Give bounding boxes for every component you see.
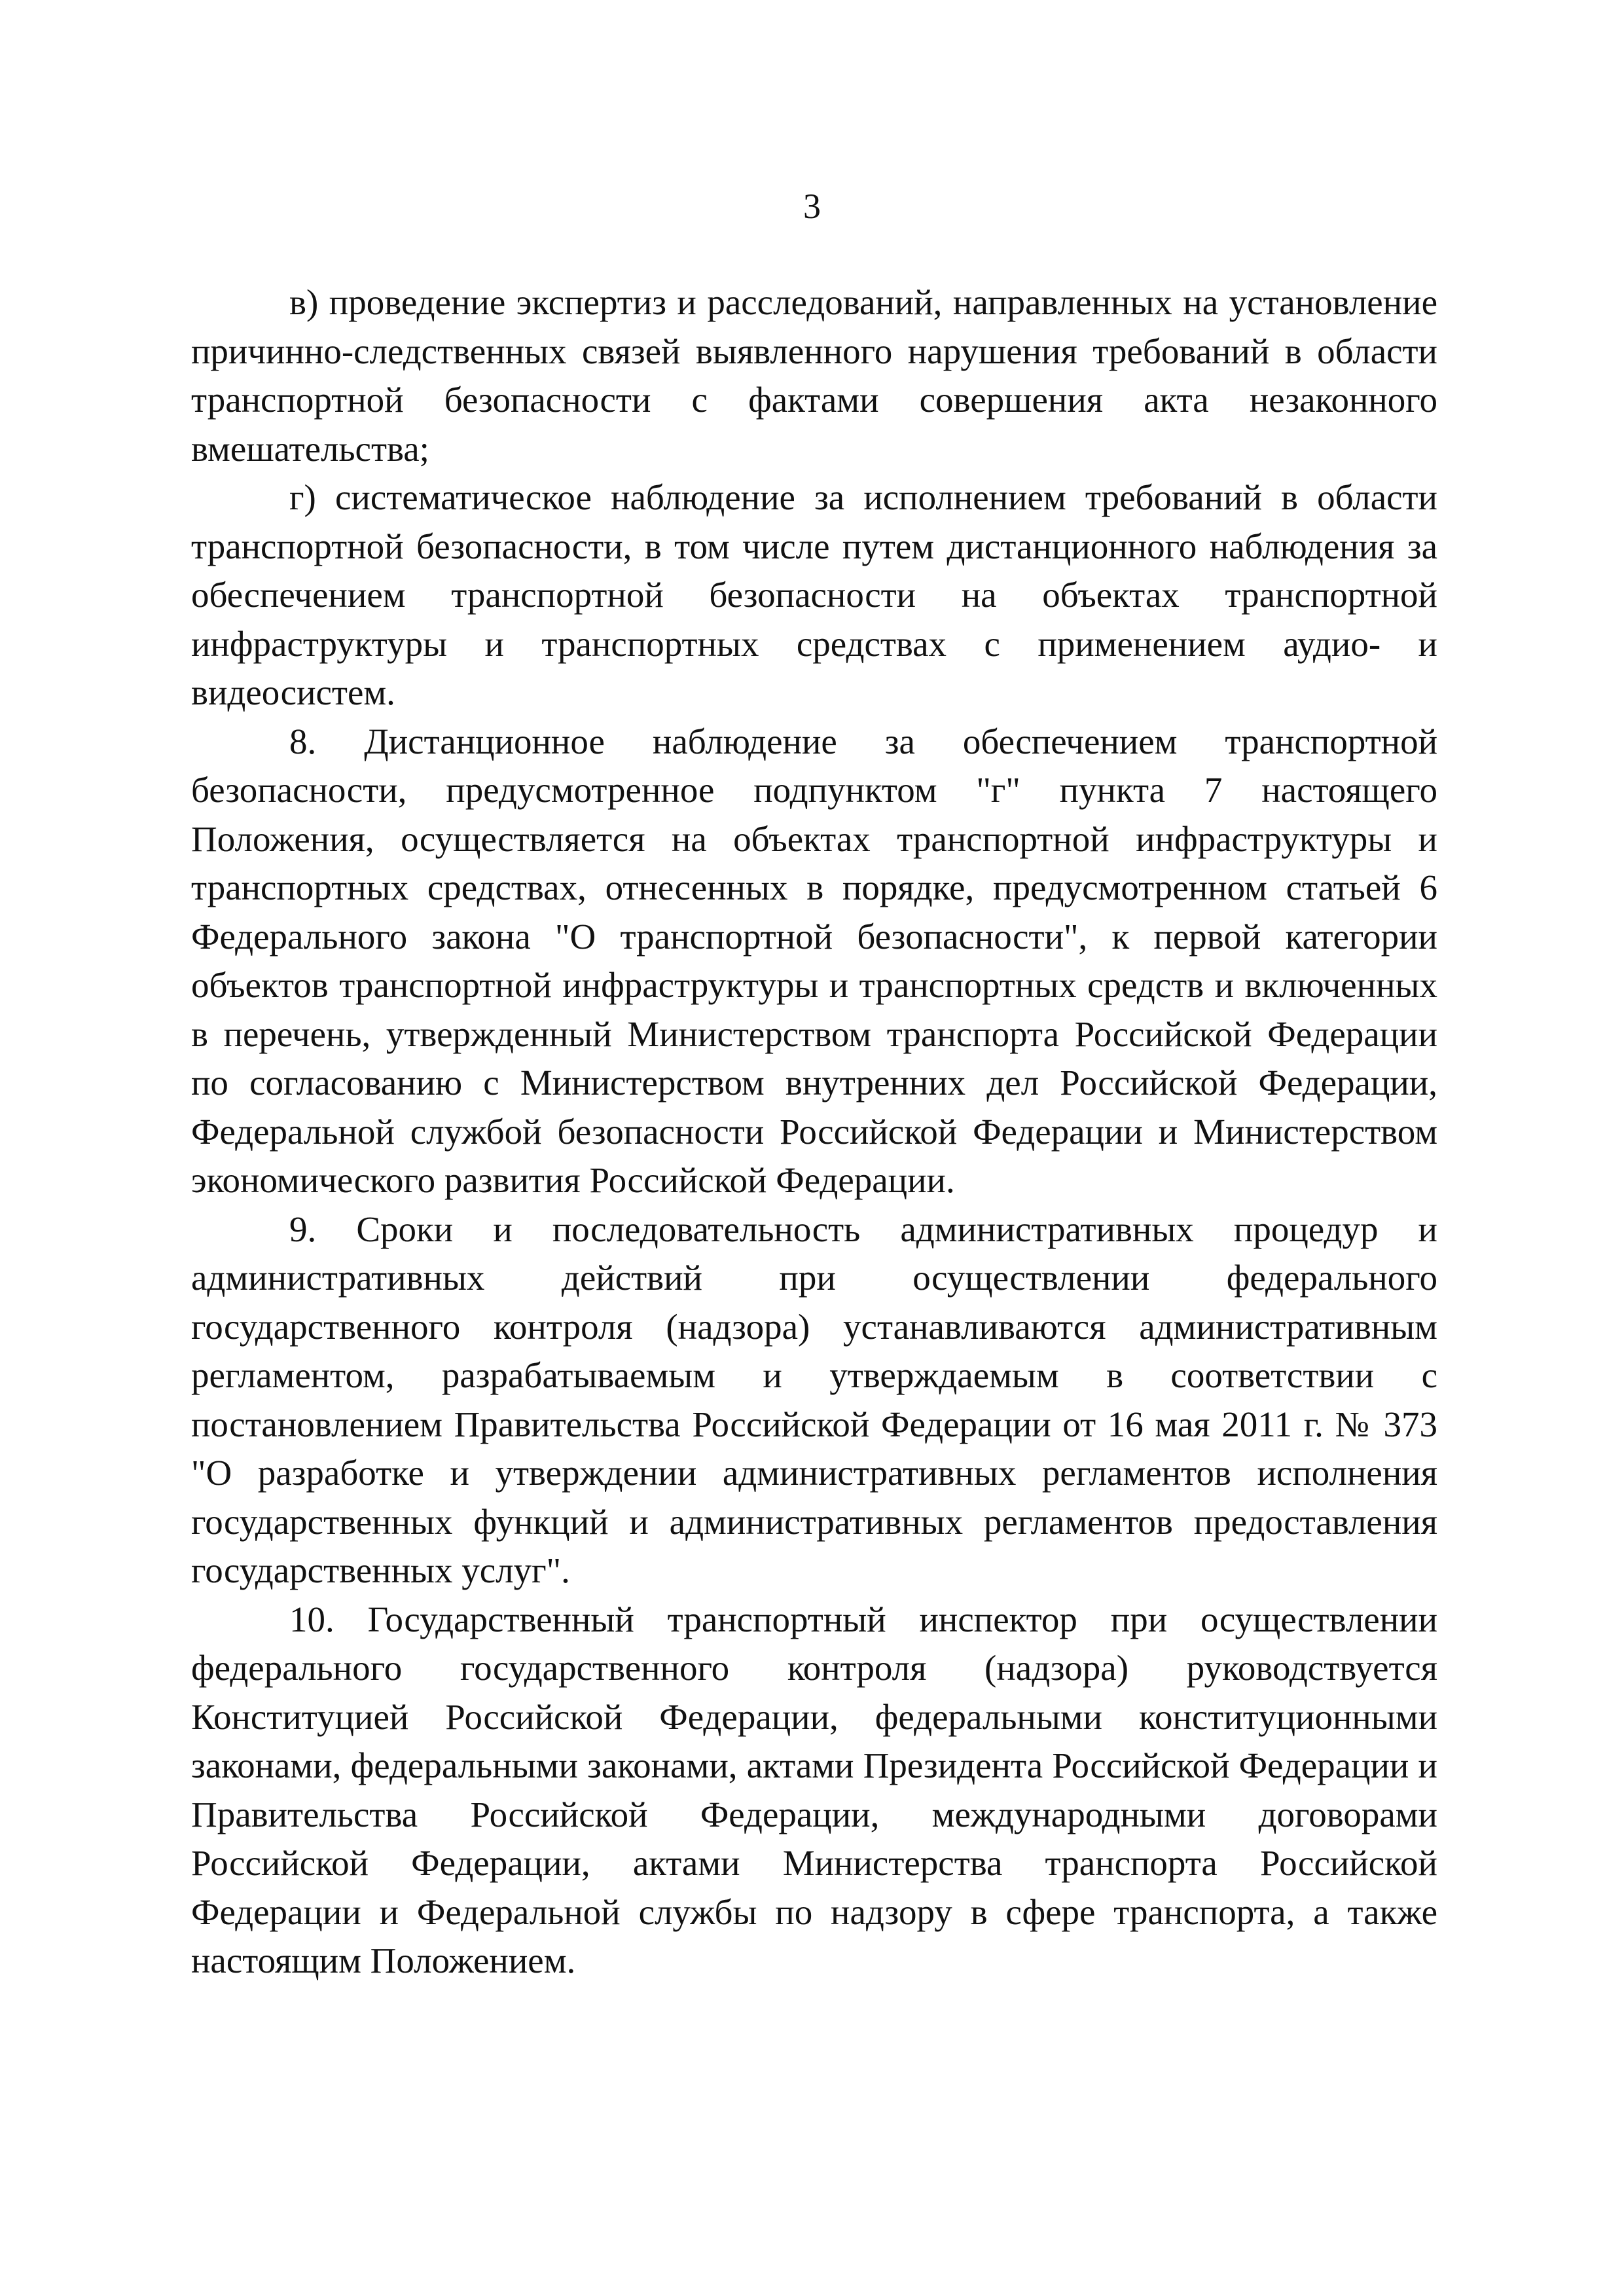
paragraph-subitem-g: г) систематическое наблюдение за исполнением требований в области транспортной безопасности, в том числе путем дистанционного наблюдения за обеспечением транспортной безопасности на объектах транспортной инфраструктуры и транспортных средствах с применением аудио- и видеосистем. bbox=[191, 477, 1437, 712]
page-number: 3 bbox=[803, 187, 821, 226]
paragraph-subitem-v: в) проведение экспертиз и расследований, направленных на установление причинно-следственных связей выявленного нарушения требований в области транспортной безопасности с фактами совершения акта незаконного вмешательства; bbox=[191, 282, 1437, 469]
paragraph-item-8: 8. Дистанционное наблюдение за обеспечением транспортной безопасности, предусмотренное подпунктом "г" пункта 7 настоящего Положения, осуществляется на объектах транспортной инфраструктуры и транспортных средствах, отнесенных в порядке, предусмотренном статьей 6 Федерального закона "О транспортной безопасности", к первой категории объектов транспортной инфраструктуры и транспортных средств и включенных в перечень, утвержденный Министерством транспорта Российской Федерации по согласованию с Министерством внутренних дел Российской Федерации, Федеральной службой безопасности Российской Федерации и Министерством экономического развития Российской Федерации. bbox=[191, 721, 1437, 1200]
paragraph-item-9: 9. Сроки и последовательность административных процедур и административных действий при осуществлении федерального государственного контроля (надзора) устанавливаются административным регламентом, разрабатываемым и утверждаемым в соответствии с постановлением Правительства Российской Федерации от 16 мая 2011 г. № 373 "О разработке и утверждении административных регламентов исполнения государственных функций и административных регламентов предоставления государственных услуг". bbox=[191, 1209, 1437, 1590]
paragraph-item-10: 10. Государственный транспортный инспектор при осуществлении федерального государственного контроля (надзора) руководствуется Конституцией Российской Федерации, федеральными конституционными законами, федеральными законами, актами Президента Российской Федерации и Правительства Российской Федерации, международными договорами Российской Федерации, актами Министерства транспорта Российской Федерации и Федеральной службы по надзору в сфере транспорта, а также настоящим Положением. bbox=[191, 1599, 1437, 1980]
document-body bbox=[191, 278, 1437, 1986]
